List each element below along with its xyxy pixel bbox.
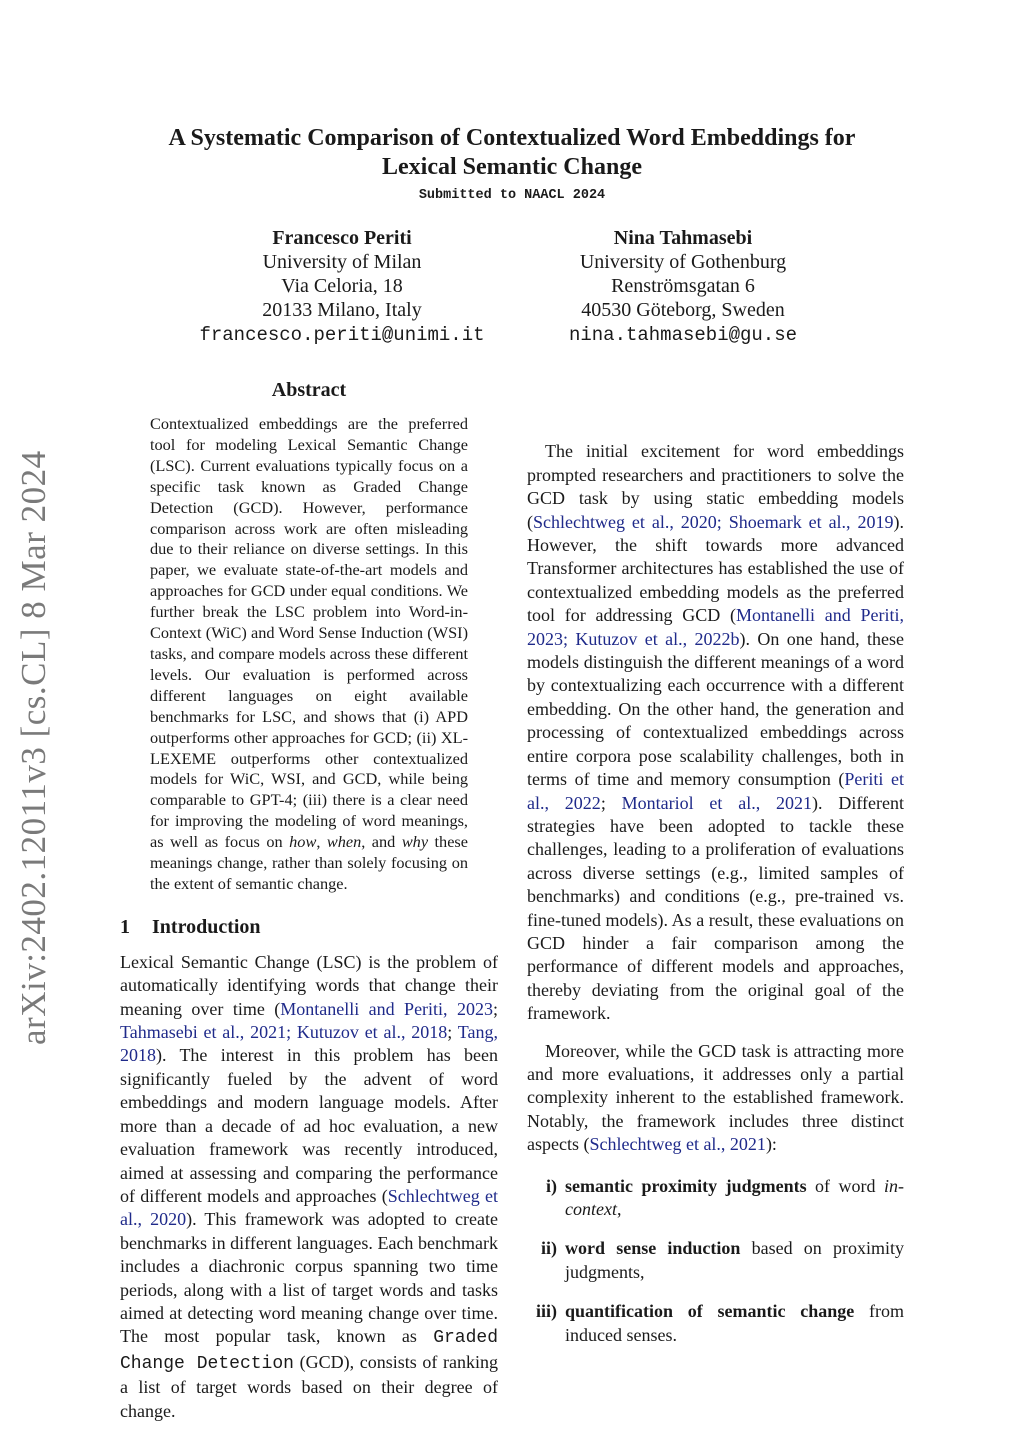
text-run: of word — [806, 1175, 884, 1196]
citation-link[interactable]: Periti et al., 2022 — [527, 769, 904, 813]
author-name: Francesco Periti — [272, 227, 412, 249]
list-marker: ii) — [541, 1238, 557, 1259]
citation-link[interactable]: Schlechtweg et al., 2020; Shoemark et al., 2019 — [533, 511, 894, 532]
citation-link[interactable]: Montariol et al., 2021 — [621, 792, 813, 813]
submission-note: Submitted to NAACL 2024 — [418, 188, 606, 203]
abstract-sep: , — [316, 832, 327, 852]
title-line-2: Lexical Semantic Change — [382, 154, 642, 180]
citation-link[interactable]: Schlechtweg et al., 2021 — [589, 1134, 766, 1155]
abstract-why: why — [401, 832, 429, 852]
intro-paragraph-1 — [120, 951, 498, 1421]
text-run: ; — [600, 792, 622, 813]
list-marker: iii) — [536, 1301, 557, 1322]
author-affiliation: University of Milan — [262, 251, 422, 273]
text-run: , — [616, 1199, 622, 1219]
text-run: (GCD), consists of ranking a list of target words based on their degree of change. — [120, 1351, 498, 1421]
citation-link[interactable]: Tang, 2018 — [120, 1022, 498, 1066]
author-address: Via Celoria, 18 — [281, 275, 403, 297]
abstract-sep: , and — [361, 832, 402, 852]
arxiv-stamp: arXiv:2402.12011v3 [cs.CL] 8 Mar 2024 — [14, 450, 53, 1045]
text-run: ). The interest in this problem has been significantly fueled by the advent of word embeddings and modern language models. After more than a decade of ad hoc evaluation, a new evaluation framework was recently introduced, aimed at assessing and comparing the performance of different models and approaches ( — [120, 1045, 498, 1206]
list-term: quantification of semantic change — [565, 1301, 855, 1322]
author-email[interactable]: nina.tahmasebi@gu.se — [568, 324, 798, 346]
abstract-heading: Abstract — [271, 379, 347, 401]
text-run: The initial excitement for word embeddings prompted researchers and practitioners to solve the GCD task by using static embedding models ( — [527, 441, 904, 532]
section-heading-introduction — [120, 915, 498, 939]
text-run: in-context — [565, 1175, 904, 1219]
citation-link[interactable]: Tahmasebi et al., 2021; Kutuzov et al., 2018 — [120, 1022, 448, 1043]
list-item — [527, 1175, 904, 1222]
text-run: from induced senses. — [565, 1301, 904, 1345]
abstract-body — [150, 414, 468, 895]
author-block-1 — [152, 226, 532, 347]
section-number: 1 — [120, 915, 130, 938]
abstract-tail: these meanings change, rather than solely focusing on the extent of semantic change. — [150, 832, 468, 893]
list-marker: i) — [546, 1175, 557, 1196]
text-run: ). On one hand, these models distinguish the different meanings of a word by contextualizing each occurrence with a different embedding. On the other hand, the generation and processing of contextualized embeddings across entire corpora pose scalability challenges, both in terms of time and memory consumption ( — [527, 628, 904, 790]
author-block-2 — [493, 226, 873, 347]
abstract-how: how — [289, 832, 317, 852]
author-city: 40530 Göteborg, Sweden — [581, 299, 785, 321]
intro-paragraph-2 — [527, 440, 904, 1025]
text-run: ): — [765, 1134, 777, 1155]
text-run: based on proximity judgments, — [565, 1238, 904, 1282]
intro-paragraph-3 — [527, 1040, 904, 1157]
section-title: Introduction — [152, 915, 261, 938]
author-email[interactable]: francesco.periti@unimi.it — [199, 324, 485, 346]
task-name: Graded Change Detection — [120, 1328, 498, 1374]
list-term: semantic proximity judgments — [565, 1175, 807, 1196]
title-line-1: A Systematic Comparison of Contextualized Word Embeddings for — [168, 125, 856, 151]
text-run: ; — [492, 998, 498, 1019]
text-run: ; — [447, 1022, 458, 1043]
author-name: Nina Tahmasebi — [613, 227, 753, 249]
author-affiliation: University of Gothenburg — [579, 251, 787, 273]
framework-aspects-list — [527, 1175, 904, 1347]
author-address: Renströmsgatan 6 — [611, 275, 755, 297]
right-column — [527, 378, 904, 1363]
intro-paragraph-1-continued — [527, 355, 904, 378]
paper-title — [120, 124, 904, 182]
author-city: 20133 Milano, Italy — [262, 299, 422, 321]
list-item — [527, 1237, 904, 1284]
list-item — [527, 1300, 904, 1347]
text-run: ). However, the shift towards more advanced Transformer architectures has established the use of contextualized embedding models as the preferred tool for addressing GCD ( — [527, 511, 904, 626]
citation-link[interactable]: Montanelli and Periti, 2023 — [280, 998, 493, 1019]
list-term: word sense induction — [565, 1238, 741, 1259]
text-run: Moreover, while the GCD task is attracting more and more evaluations, it addresses only a partial complexity inherent to the established framework. Notably, the framework includes three distinct aspects ( — [527, 1040, 904, 1155]
abstract-when: when — [326, 832, 362, 852]
text-run: ). Different strategies have been adopted to tackle these challenges, leading to a proliferation of evaluations across diverse settings (e.g., limited samples of benchmarks) and conditions (e.g., pre-trained vs. fine-tuned models). As a result, these evaluations on GCD hinder a fair comparison among the performance of different models and approaches, thereby deviating from the original goal of the framework. — [527, 792, 904, 1024]
left-column — [120, 378, 498, 1421]
text-run: Lexical Semantic Change (LSC) is the problem of automatically identifying words that change their meaning over time ( — [120, 951, 498, 1019]
citation-link[interactable]: Montanelli and Periti, 2023; Kutuzov et al., 2022b — [527, 605, 904, 649]
text-run: ). This framework was adopted to create benchmarks in different languages. Each benchmark includes a diachronic corpus spanning two time periods, along with a list of target words and tasks aimed at detecting word meaning change over time. The most popular task, known as — [120, 1209, 498, 1347]
citation-link[interactable]: Schlechtweg et al., 2020 — [120, 1185, 498, 1230]
abstract-text: Contextualized embeddings are the preferred tool for modeling Lexical Semantic Change (LSC). Current evaluations typically focus on a specific task known as Graded Change Detection (GCD). However, performance comparison across work are often misleading due to their reliance on diverse settings. In this paper, we evaluate state-of-the-art models and approaches for GCD under equal conditions. We further break the LSC problem into Word-in-Context (WiC) and Word Sense Induction (WSI) tasks, and compare models across these different levels. Our evaluation is performed across different languages on eight available benchmarks for LSC, and shows that (i) APD outperforms other approaches for GCD; (ii) XL-LEXEME outperforms other contextualized models for WiC, WSI, and GCD, while being comparable to GPT-4; (iii) there is a clear need for improving the modeling of word meanings, as well as focus on — [150, 414, 468, 852]
